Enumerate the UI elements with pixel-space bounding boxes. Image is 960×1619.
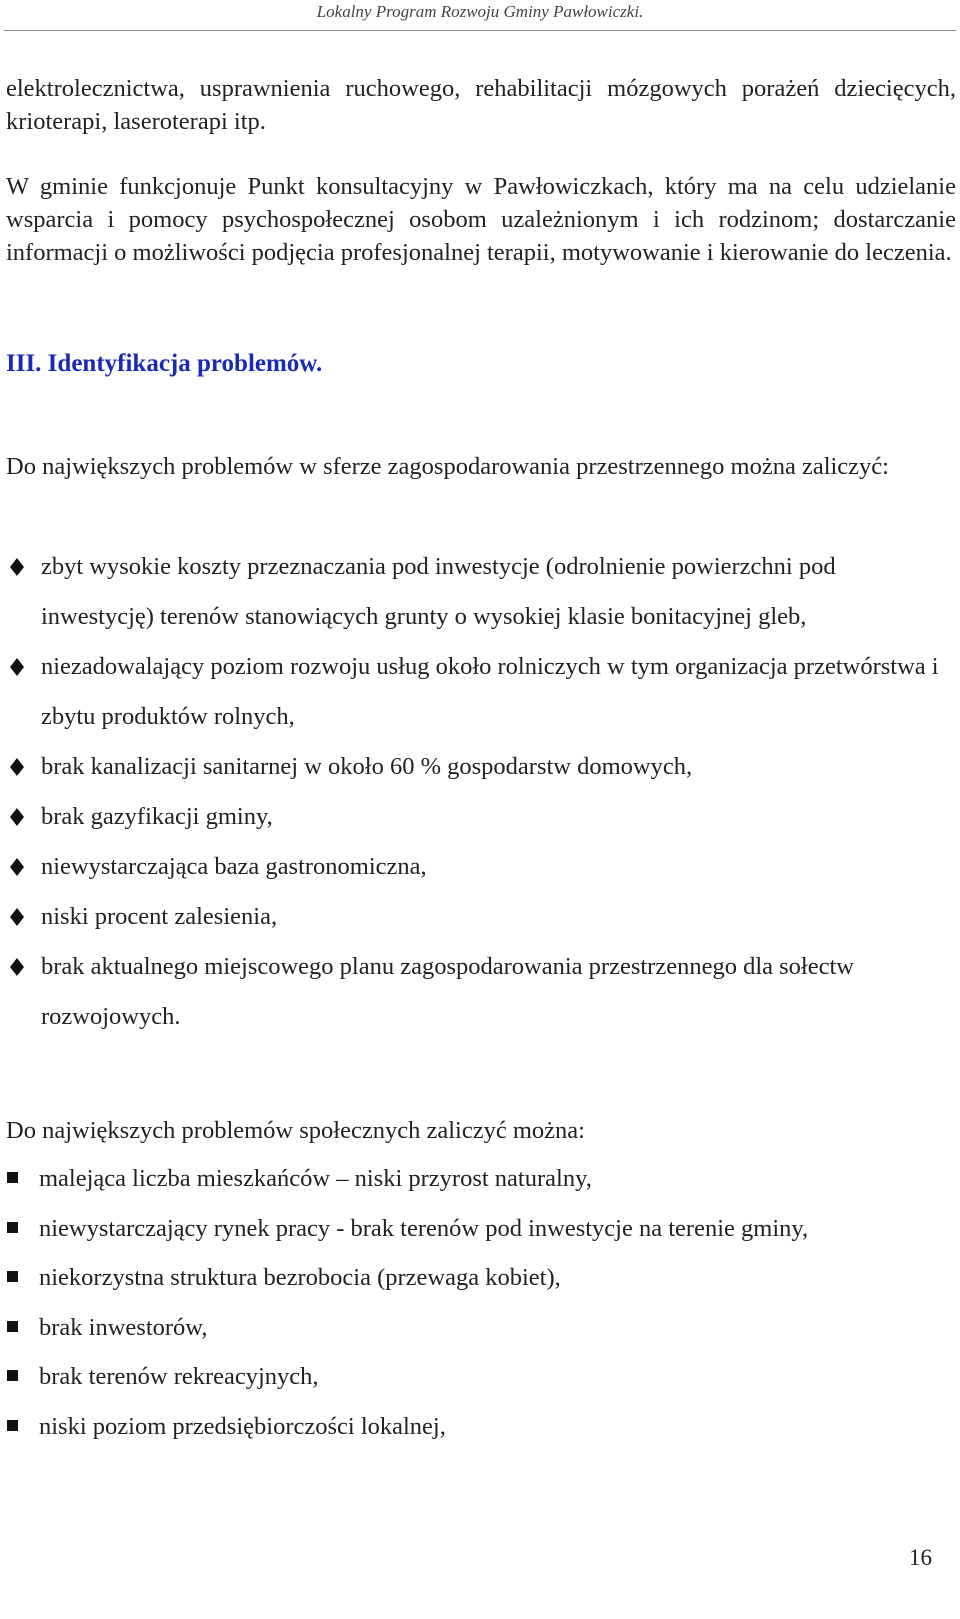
list-item-text: brak terenów rekreacyjnych, bbox=[39, 1363, 319, 1390]
list-item-text: zbyt wysokie koszty przeznaczania pod inwestycje (odrolnienie powierzchni pod inwestycję) terenów stanowiących grunty o wysokiej klasie bonitacyjnej gleb, bbox=[41, 553, 836, 630]
list-item bbox=[0, 1402, 940, 1452]
list-item bbox=[0, 1253, 940, 1303]
list-item bbox=[0, 1204, 940, 1254]
running-header: Lokalny Program Rozwoju Gminy Pawłowiczki. bbox=[316, 2, 644, 21]
list-item bbox=[0, 1154, 940, 1204]
list-item bbox=[0, 542, 940, 642]
square-bullet-icon bbox=[7, 1370, 18, 1381]
header-divider bbox=[4, 30, 956, 31]
list-item-text: malejąca liczba mieszkańców – niski przyrost naturalny, bbox=[39, 1165, 592, 1192]
list-item-text: brak kanalizacji sanitarnej w około 60 % gospodarstw domowych, bbox=[41, 753, 693, 780]
diamond-bullet-icon bbox=[10, 842, 24, 892]
list-item-text: niewystarczający rynek pracy - brak terenów pod inwestycje na terenie gminy, bbox=[39, 1214, 809, 1242]
diamond-bullet-icon bbox=[10, 892, 24, 942]
square-bullet-icon bbox=[7, 1172, 18, 1183]
list-item bbox=[0, 1303, 940, 1353]
list-item bbox=[0, 642, 940, 742]
list-item-text: niekorzystna struktura bezrobocia (przewaga kobiet), bbox=[39, 1264, 561, 1291]
paragraph-therapy-continued: elektrolecznictwa, usprawnienia ruchowego, rehabilitacji mózgowych porażeń dziecięcych, krioterapi, laseroterapi itp. bbox=[6, 75, 956, 135]
diamond-bullet-icon bbox=[10, 742, 24, 792]
list-item-text: brak inwestorów, bbox=[39, 1313, 208, 1341]
social-problems-list bbox=[0, 1154, 940, 1451]
social-problems-intro: Do największych problemów społecznych zaliczyć można: bbox=[6, 1117, 585, 1144]
list-item bbox=[0, 842, 940, 892]
list-item-text: niewystarczająca baza gastronomiczna, bbox=[41, 853, 427, 880]
square-bullet-icon bbox=[7, 1420, 18, 1431]
square-bullet-icon bbox=[7, 1321, 18, 1332]
spatial-problems-intro: Do największych problemów w sferze zagospodarowania przestrzennego można zaliczyć: bbox=[6, 453, 889, 480]
diamond-bullet-icon bbox=[10, 942, 24, 992]
list-item-text: niezadowalający poziom rozwoju usług około rolniczych w tym organizacja przetwórstwa i zbytu produktów rolnych, bbox=[41, 653, 939, 730]
list-item bbox=[0, 942, 940, 1042]
diamond-bullet-icon bbox=[10, 642, 24, 692]
list-item-text: brak aktualnego miejscowego planu zagospodarowania przestrzennego dla sołectw rozwojowych. bbox=[41, 953, 854, 1030]
diamond-bullet-icon bbox=[10, 542, 24, 592]
square-bullet-icon bbox=[7, 1222, 18, 1233]
list-item bbox=[0, 1352, 940, 1402]
square-bullet-icon bbox=[7, 1271, 18, 1282]
list-item-text: brak gazyfikacji gminy, bbox=[41, 803, 273, 830]
paragraph-consultation-point: W gminie funkcjonuje Punkt konsultacyjny w Pawłowiczkach, który ma na celu udzielanie wsparcia i pomocy psychospołecznej osobom uzależnionym i ich rodzinom; dostarczanie informacji o możliwości podjęcia profesjonalnej terapii, motywowanie i kierowanie do leczenia. bbox=[6, 173, 956, 266]
list-item bbox=[0, 742, 940, 792]
list-item bbox=[0, 792, 940, 842]
list-item-text: niski procent zalesienia, bbox=[41, 903, 278, 930]
section-heading: III. Identyfikacja problemów. bbox=[6, 350, 323, 377]
page-number: 16 bbox=[909, 1545, 932, 1570]
list-item-text: niski poziom przedsiębiorczości lokalnej, bbox=[39, 1412, 446, 1440]
diamond-bullet-icon bbox=[10, 792, 24, 842]
spatial-problems-list bbox=[0, 542, 940, 1042]
list-item bbox=[0, 892, 940, 942]
